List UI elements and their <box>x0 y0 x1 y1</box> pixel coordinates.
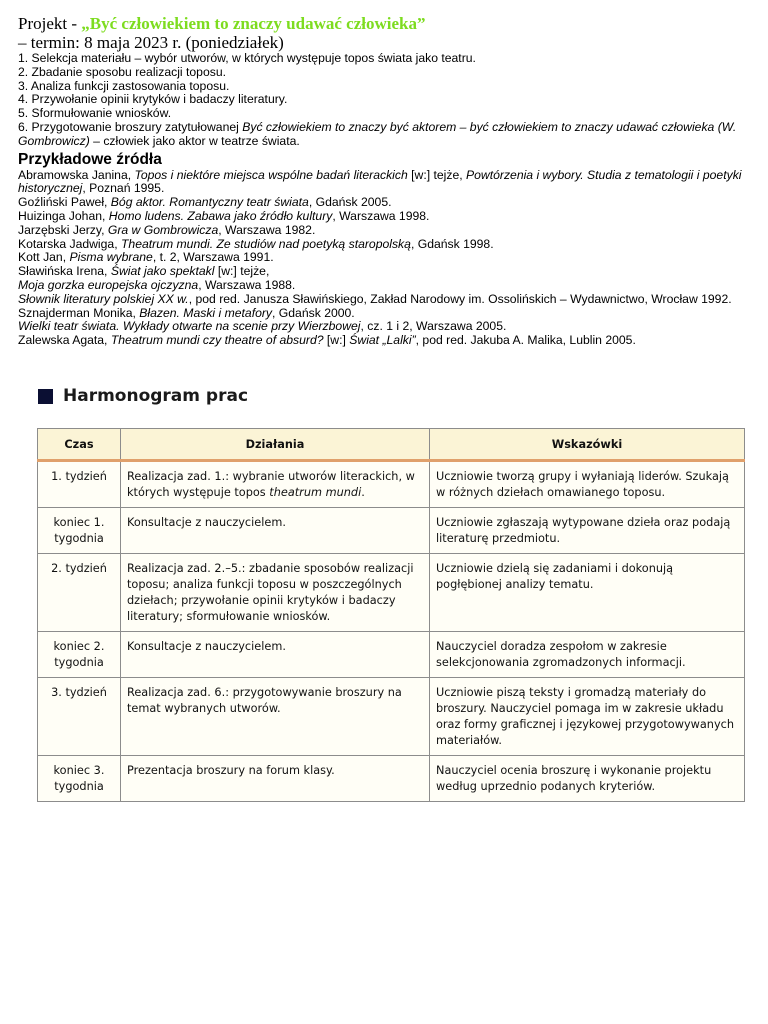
task-item: 3. Analiza funkcji zastosowania toposu. <box>18 78 230 93</box>
cell-time: 3. tydzień <box>38 678 121 756</box>
action-text: Prezentacja broszury na forum klasy. <box>127 764 335 777</box>
source-part-a: Huizinga Johan, <box>18 208 109 223</box>
cell-time: 1. tydzień <box>38 461 121 508</box>
table-row <box>38 461 745 508</box>
source-part-a: Jarzębski Jerzy, <box>18 222 108 237</box>
cell-action <box>121 678 430 756</box>
table-row <box>38 554 745 632</box>
square-bullet-icon <box>38 389 53 404</box>
source-part-i: Bóg aktor. Romantyczny teatr świata <box>110 195 309 210</box>
source-part-i: Moja gorzka europejska ojczyzna <box>18 277 199 292</box>
task6-suffix: – człowiek jako aktor w teatrze świata. <box>89 133 300 148</box>
source-part-i: Wielki teatr świata. Wykłady otwarte na scenie przy Wierzbowej <box>18 319 361 334</box>
task6-prefix: 6. Przygotowanie broszury zatytułowanej <box>18 119 243 134</box>
table-row <box>38 632 745 678</box>
source-entry <box>18 307 750 321</box>
source-part-a: Sławińska Irena, <box>18 264 111 279</box>
source-part-b: , t. 2, Warszawa 1991. <box>152 250 274 265</box>
cell-tip: Uczniowie tworzą grupy i wyłaniają liderów. Szukają w różnych dziełach omawianego toposu. <box>430 461 745 508</box>
cell-time: koniec 2. tygodnia <box>38 632 121 678</box>
column-header-actions: Działania <box>121 429 430 461</box>
source-part-i2: Powtórzenia i wybory. Studia z tematologii i poetyki historycznej <box>18 167 742 196</box>
source-part-a: Goźliński Paweł, <box>18 195 111 210</box>
source-entry <box>18 210 750 224</box>
source-part-i: Gra w Gombrowicza <box>107 222 219 237</box>
column-header-time: Czas <box>38 429 121 461</box>
source-part-c: , pod red. Jakuba A. Malika, Lublin 2005. <box>415 333 636 348</box>
action-text: Realizacja zad. 2.–5.: zbadanie sposobów realizacji toposu; analiza funkcji toposu w poszczególnych dziełach; przywołanie opinii krytyków i badaczy literatury; sformułowanie wniosków. <box>127 562 414 623</box>
source-part-b: [w:] tejże, <box>214 264 270 279</box>
task-list <box>18 52 750 149</box>
cell-time: koniec 3. tygodnia <box>38 756 121 802</box>
table-row <box>38 678 745 756</box>
source-entry <box>18 238 750 252</box>
source-part-a: Zalewska Agata, <box>18 333 111 348</box>
source-entry <box>18 265 750 279</box>
source-part-b: , pod red. Janusza Sławińskiego, Zakład Narodowy im. Ossolińskich – Wydawnictwo, Wrocław 1992. <box>188 291 732 306</box>
sources-heading: Przykładowe źródła <box>18 150 162 168</box>
source-part-b: [w:] <box>323 333 350 348</box>
source-part-i: Theatrum mundi czy theatre of absurd? <box>110 333 324 348</box>
source-entry <box>18 293 750 307</box>
source-part-b: , Gdańsk 1998. <box>410 236 494 251</box>
source-part-i: Homo ludens. Zabawa jako źródło kultury <box>108 208 333 223</box>
source-part-i: Świat jako spektakl <box>110 264 215 279</box>
cell-tip: Nauczyciel ocenia broszurę i wykonanie projektu według uprzednio podanych kryteriów. <box>430 756 745 802</box>
table-row <box>38 756 745 802</box>
cell-action <box>121 461 430 508</box>
cell-tip: Uczniowie dzielą się zadaniami i dokonują pogłębionej analizy tematu. <box>430 554 745 632</box>
sources-list <box>18 169 750 348</box>
source-part-i: Słownik literatury polskiej XX w. <box>18 291 189 306</box>
schedule-table <box>37 428 745 802</box>
project-title <box>18 14 750 33</box>
source-entry <box>18 169 750 197</box>
source-part-a: Kotarska Jadwiga, <box>18 236 121 251</box>
action-text: Konsultacje z nauczycielem. <box>127 516 286 529</box>
task-item: 5. Sformułowanie wniosków. <box>18 106 172 121</box>
source-part-c: , Poznań 1995. <box>82 181 165 196</box>
source-entry <box>18 279 750 293</box>
task-item: 1. Selekcja materiału – wybór utworów, w których występuje topos świata jako teatru. <box>18 51 476 65</box>
task-item: 2. Zbadanie sposobu realizacji toposu. <box>18 64 226 79</box>
source-part-a: Sznajderman Monika, <box>18 305 140 320</box>
source-part-b: [w:] tejże, <box>407 167 467 182</box>
source-part-a: Abramowska Janina, <box>18 167 135 182</box>
action-text: Konsultacje z nauczycielem. <box>127 640 286 653</box>
action-text: Realizacja zad. 6.: przygotowywanie broszury na temat wybranych utworów. <box>127 686 402 715</box>
cell-tip: Uczniowie piszą teksty i gromadzą materiały do broszury. Nauczyciel pomaga im w zakresie układu oraz formy graficznej i językowej przygotowywanych materiałów. <box>430 678 745 756</box>
action-italic: theatrum mundi <box>269 486 362 499</box>
task-item: 4. Przywołanie opinii krytyków i badaczy literatury. <box>18 92 288 107</box>
cell-action <box>121 756 430 802</box>
source-entry <box>18 224 750 238</box>
source-part-i: Theatrum mundi. Ze studiów nad poetyką staropolską <box>120 236 411 251</box>
table-header-row <box>38 429 745 461</box>
deadline-line: – termin: 8 maja 2023 r. (poniedziałek) <box>18 33 284 52</box>
source-entry <box>18 196 750 210</box>
source-part-b: , cz. 1 i 2, Warszawa 2005. <box>360 319 507 334</box>
cell-tip: Nauczyciel doradza zespołom w zakresie selekcjonowania zgromadzonych informacji. <box>430 632 745 678</box>
document-page <box>18 14 750 348</box>
source-part-a: Kott Jan, <box>18 250 70 265</box>
cell-action <box>121 632 430 678</box>
title-prefix: Projekt - <box>18 14 82 33</box>
source-part-i: Topos i niektóre miejsca wspólne badań literackich <box>134 167 408 182</box>
source-part-b: , Gdańsk 2000. <box>272 305 355 320</box>
task-item-6 <box>18 121 750 149</box>
table-row <box>38 508 745 554</box>
schedule-title: Harmonogram prac <box>63 386 249 406</box>
cell-time: koniec 1. tygodnia <box>38 508 121 554</box>
schedule-heading <box>38 386 248 406</box>
column-header-tips: Wskazówki <box>430 429 745 461</box>
cell-tip: Uczniowie zgłaszają wytypowane dzieła oraz podają literaturę przedmiotu. <box>430 508 745 554</box>
source-part-i2: Świat „Lalki” <box>349 333 416 348</box>
source-entry <box>18 334 750 348</box>
cell-time: 2. tydzień <box>38 554 121 632</box>
source-part-b: , Gdańsk 2005. <box>308 195 392 210</box>
action-text: Realizacja zad. 1.: wybranie utworów literackich, w których występuje topos <box>127 470 415 499</box>
action-end: . <box>361 486 365 499</box>
source-part-i: Pisma wybrane <box>69 250 153 265</box>
source-part-b: , Warszawa 1998. <box>332 208 430 223</box>
title-quote: „Być człowiekiem to znaczy udawać człowieka” <box>81 14 426 33</box>
source-part-i: Błazen. Maski i metafory <box>139 305 273 320</box>
cell-action <box>121 508 430 554</box>
source-part-b: , Warszawa 1982. <box>218 222 316 237</box>
task6-title: Być człowiekiem to znaczy być aktorem – być człowiekiem to znaczy udawać człowieka (W. Gombrowicz) <box>18 119 737 148</box>
source-part-b: , Warszawa 1988. <box>198 277 296 292</box>
cell-action <box>121 554 430 632</box>
